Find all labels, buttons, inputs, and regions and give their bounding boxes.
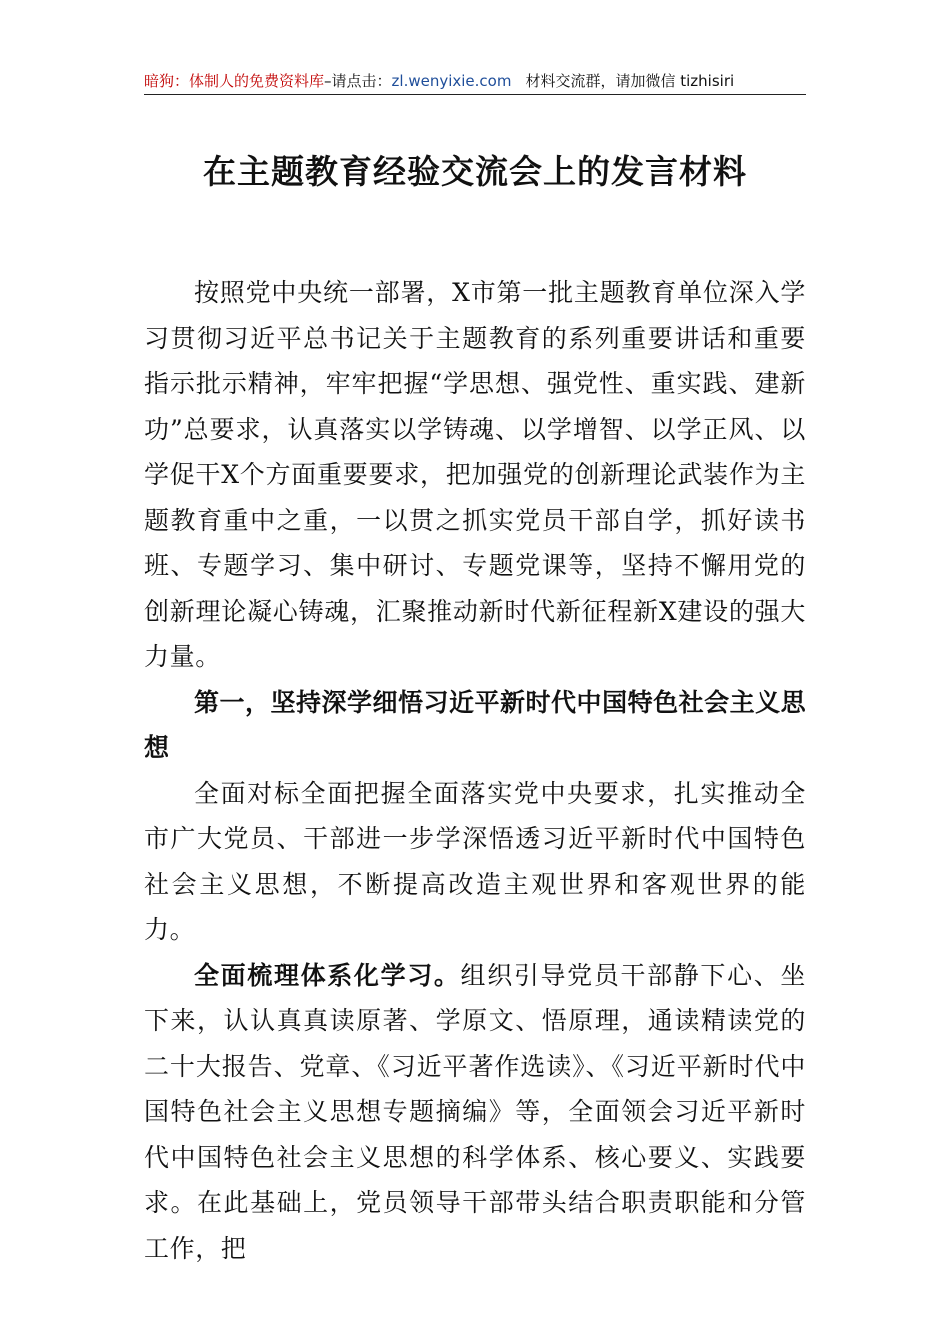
item-text: 组织引导党员干部静下心、坐下来，认认真真读原著、学原文、悟原理，通读精读党的二十大报告、党章、《习近平著作选读》、《习近平新时代中国特色社会主义思想专题摘编》等，全面领会习近平新时代中国特色社会主义思想的科学体系、核心要义、实践要求。在此基础上，党员领导干部带头结合职责职能和分管工作，把 <box>144 960 806 1263</box>
page-header <box>144 70 806 92</box>
document-title: 在主题教育经验交流会上的发言材料 <box>203 152 747 191</box>
intro-paragraph: 按照党中央统一部署，X市第一批主题教育单位深入学习贯彻习近平总书记关于主题教育的系列重要讲话和重要指示批示精神，牢牢把握“学思想、强党性、重实践、建新功”总要求，认真落实以学铸魂、以学增智、以学正风、以学促干X个方面重要要求，把加强党的创新理论武装作为主题教育重中之重，一以贯之抓实党员干部自学，抓好读书班、专题学习、集中研讨、专题党课等，坚持不懈用党的创新理论凝心铸魂，汇聚推动新时代新征程新X建设的强大力量。 <box>144 278 806 671</box>
item-lead-in: 全面梳理体系化学习。 <box>194 960 461 990</box>
header-brand: 暗狗：体制人的免费资料库 <box>144 72 325 90</box>
header-link[interactable]: zl.wenyixie.com <box>391 72 512 90</box>
section-summary-paragraph: 全面对标全面把握全面落实党中央要求，扎实推动全市广大党员、干部进一步学深悟透习近平新时代中国特色社会主义思想，不断提高改造主观世界和客观世界的能力。 <box>144 778 806 944</box>
section-item-paragraph <box>144 953 806 1272</box>
header-divider <box>144 94 806 95</box>
document-body <box>144 270 806 1271</box>
header-link-prompt: –请点击： <box>324 72 392 90</box>
header-group-note: 材料交流群，请加微信 tizhisiri <box>525 72 735 90</box>
section-heading: 第一，坚持深学细悟习近平新时代中国特色社会主义思想 <box>144 687 806 762</box>
